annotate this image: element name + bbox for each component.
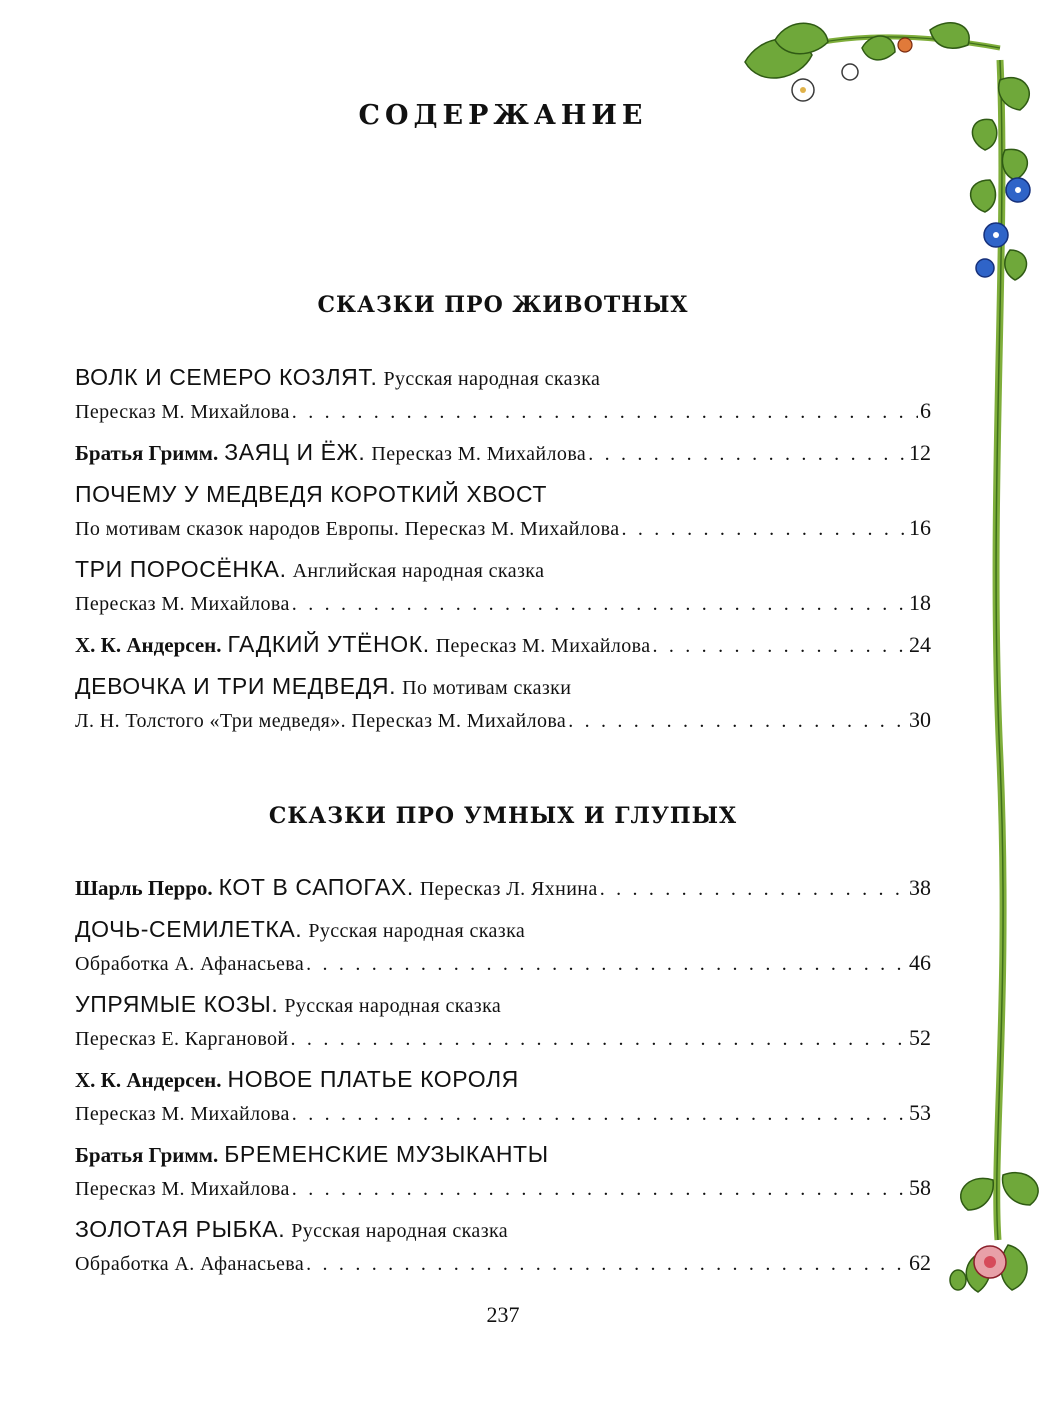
page-title: СОДЕРЖАНИЕ (358, 100, 648, 131)
entry-title: УПРЯМЫЕ КОЗЫ. (75, 991, 279, 1017)
entry-page-number: 6 (920, 398, 931, 423)
entry-author: Шарль Перро. (75, 876, 213, 900)
entry-credit: Л. Н. Толстого «Три медведя». Пересказ М. Михайлова (75, 710, 567, 732)
entry-note: Пересказ М. Михайлова (435, 635, 651, 657)
entry-note: Русская народная сказка (291, 1220, 509, 1242)
entry-page-number: 12 (909, 440, 931, 465)
entry-author: Х. К. Андерсен. (75, 633, 222, 657)
entry-title: ВОЛК И СЕМЕРО КОЗЛЯТ. (75, 364, 378, 390)
entry-title: ТРИ ПОРОСЁНКА. (75, 556, 287, 582)
entry-note: По мотивам сказки (402, 677, 572, 699)
entry-title: БРЕМЕНСКИЕ МУЗЫКАНТЫ (224, 1141, 549, 1167)
entry-title: ПОЧЕМУ У МЕДВЕДЯ КОРОТКИЙ ХВОСТ (75, 481, 548, 507)
entry-page-number: 46 (909, 950, 931, 975)
entry-title: НОВОЕ ПЛАТЬЕ КОРОЛЯ (227, 1066, 519, 1092)
entry-note: Русская народная сказка (383, 368, 601, 390)
entry-note: Пересказ М. Михайлова (371, 443, 587, 465)
entry-note: Русская народная сказка (308, 920, 526, 942)
entry-page-number: 52 (909, 1025, 931, 1050)
entry-credit: Пересказ М. Михайлова (75, 593, 290, 615)
vine-stem (770, 37, 1003, 1240)
entry-note: Английская народная сказка (292, 560, 545, 582)
section-title-clever-foolish: СКАЗКИ ПРО УМНЫХ И ГЛУПЫХ (268, 803, 738, 829)
page-number: 237 (486, 1302, 520, 1327)
entry-author: Братья Гримм. (75, 1143, 219, 1167)
section-title-animals: СКАЗКИ ПРО ЖИВОТНЫХ (317, 292, 689, 318)
entry-note: Русская народная сказка (284, 995, 502, 1017)
entry-page-number: 24 (909, 632, 931, 657)
entry-title: ЗОЛОТАЯ РЫБКА. (75, 1216, 286, 1242)
entry-page-number: 62 (909, 1250, 931, 1275)
entry-title: ЗАЯЦ И ЁЖ. (224, 439, 366, 465)
entry-page-number: 58 (909, 1175, 931, 1200)
entry-credit: По мотивам сказок народов Европы. Пересказ М. Михайлова (75, 518, 620, 540)
entry-author: Х. К. Андерсен. (75, 1068, 222, 1092)
entry-credit: Пересказ М. Михайлова (75, 401, 290, 423)
entry-credit: Обработка А. Афанасьева (75, 953, 305, 975)
entry-page-number: 16 (909, 515, 931, 540)
entry-credit: Обработка А. Афанасьева (75, 1253, 305, 1275)
entry-credit: Пересказ Е. Каргановой (75, 1028, 289, 1050)
entry-page-number: 18 (909, 590, 931, 615)
entry-page-number: 53 (909, 1100, 931, 1125)
entry-note: Пересказ Л. Яхнина (419, 878, 598, 900)
entry-credit: Пересказ М. Михайлова (75, 1103, 290, 1125)
entry-page-number: 30 (909, 707, 931, 732)
entry-credit: Пересказ М. Михайлова (75, 1178, 290, 1200)
entry-author: Братья Гримм. (75, 441, 219, 465)
entry-title: ДОЧЬ-СЕМИЛЕТКА. (75, 916, 303, 942)
entry-title: КОТ В САПОГАХ. (218, 874, 414, 900)
entry-page-number: 38 (909, 875, 931, 900)
entry-title: ДЕВОЧКА И ТРИ МЕДВЕДЯ. (75, 673, 397, 699)
entry-title: ГАДКИЙ УТЁНОК. (227, 631, 430, 657)
